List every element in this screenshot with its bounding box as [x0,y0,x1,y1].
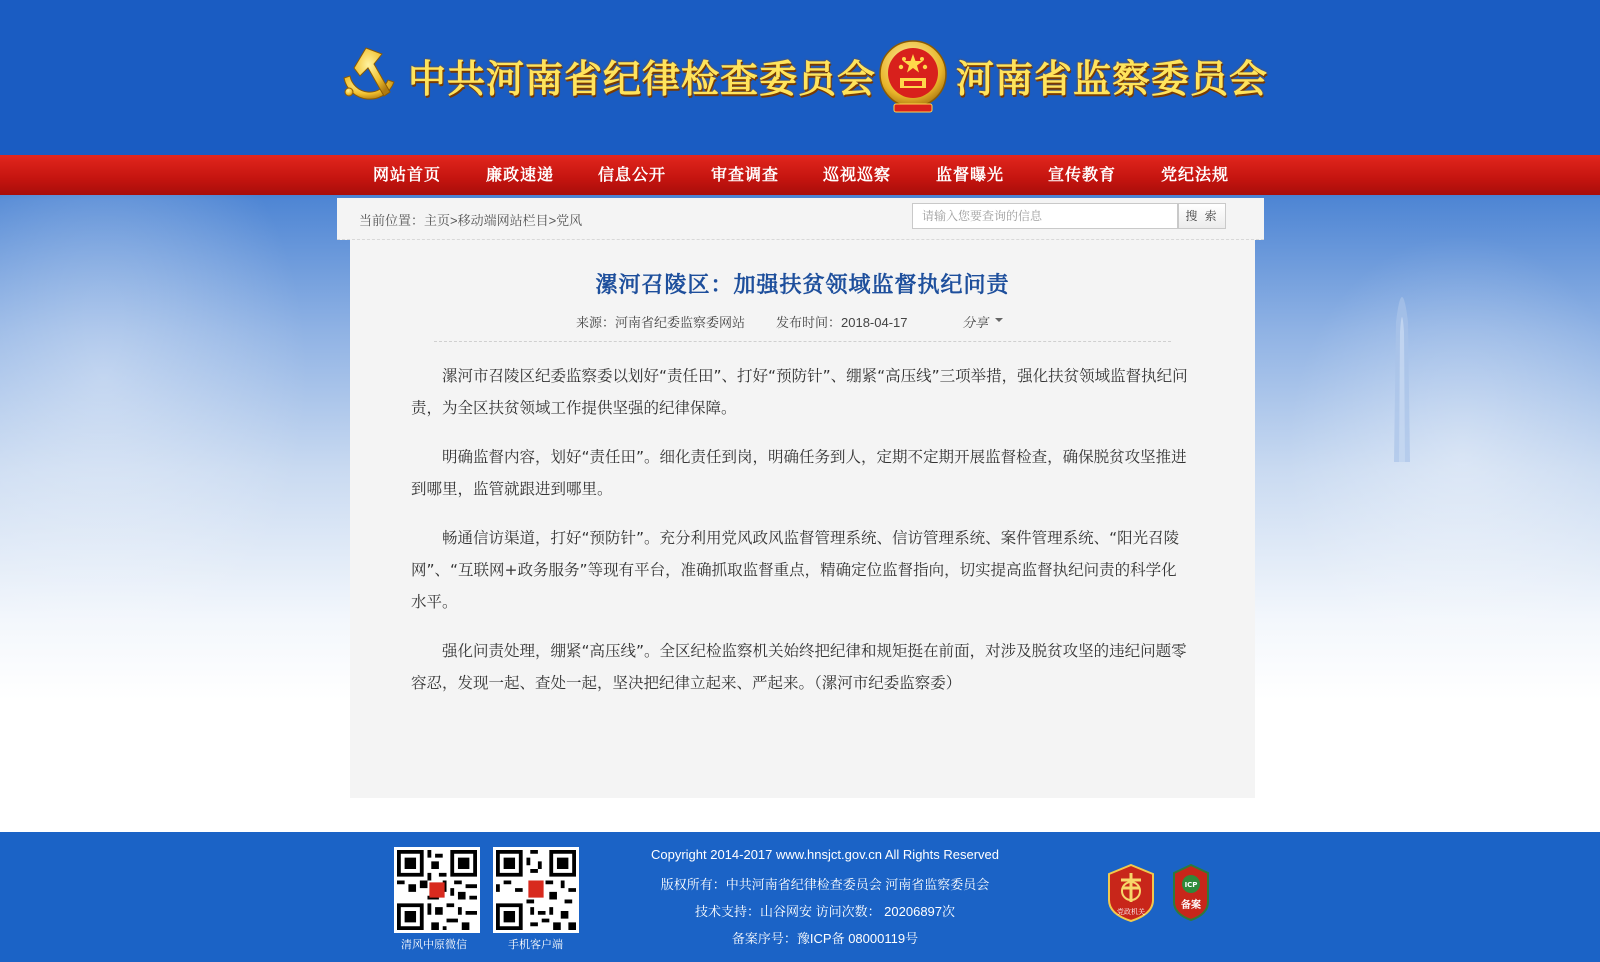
header-title-supervision: 河南省监察委员会 [956,57,1269,101]
article-container [350,240,1255,798]
nav-item-home[interactable]: 网站首页 [373,165,442,184]
article-date: 发布时间：2018-04-17 [776,315,908,330]
main-nav [0,155,1600,195]
icp-filing-badge-icon[interactable] [1172,864,1210,922]
meta-divider [434,341,1171,342]
qr-code-app [493,847,579,933]
breadcrumb: 当前位置：主页>移动端网站栏目>党风 [359,213,583,228]
article-paragraph: 强化问责处理，绷紧“高压线”。全区纪检监察机关始终把纪律和规矩挺在前面，对涉及脱贫攻坚的违纪问题零容忍，发现一起、查处一起，坚决把纪律立起来、严起来。（漯河市纪委监察委） [411,642,1187,692]
gov-agency-badge-icon[interactable] [1107,864,1155,922]
nav-item-education[interactable]: 宣传教育 [1048,165,1117,184]
article-paragraph: 漯河市召陵区纪委监察委以划好“责任田”、打好“预防针”、绷紧“高压线”三项举措，强化扶贫领域监督执纪问责，为全区扶贫领域工作提供坚强的纪律保障。 [411,367,1188,417]
nav-item-exposure[interactable]: 监督曝光 [936,165,1005,184]
nav-item-news[interactable]: 廉政速递 [486,165,555,184]
badge-icp-text: 备案 [1181,900,1201,911]
qr-label-wechat: 清风中原微信 [401,939,467,951]
site-footer [0,832,1600,962]
nav-item-regulations[interactable]: 党纪法规 [1161,165,1230,184]
search-button[interactable]: 搜 索 [1178,203,1226,229]
footer-tech-support: 技术支持：山谷网安 访问次数： 20206897次 [694,904,956,919]
nav-item-inspection[interactable]: 巡视巡察 [823,165,892,184]
footer-owner: 版权所有：中共河南省纪律检查委员会 河南省监察委员会 [660,877,990,892]
badge-gov-text: 党政机关 [1117,908,1145,916]
article-title: 漯河召陵区：加强扶贫领域监督执纪问责 [595,273,1010,298]
footer-copyright: Copyright 2014-2017 www.hnsjct.gov.cn All Rights Reserved [650,847,1000,862]
nav-item-disclosure[interactable]: 信息公开 [598,165,667,184]
qr-label-app: 手机客户端 [508,939,563,951]
article-paragraph: 畅通信访渠道，打好“预防针”。充分利用党风政风监督管理系统、信访管理系统、案件管理系统、“阳光召陵网”、“互联网+政务服务”等现有平台，准确抓取监督重点，精确定位监督指向，切实提高监督执纪问责的科学化水平。 [411,529,1180,611]
party-emblem-icon [336,40,404,108]
article-source: 来源：河南省纪委监察委网站 [576,315,746,330]
qr-code-icon [496,850,576,930]
national-emblem-icon [876,38,950,116]
breadcrumb-bar [337,198,1264,240]
nav-item-investigation[interactable]: 审查调查 [711,165,780,184]
background-city-left [0,195,345,715]
article-paragraph: 明确监督内容，划好“责任田”。细化责任到岗，明确任务到人，定期不定期开展监督检查，确保脱贫攻坚推进到哪里，监管就跟进到哪里。 [411,448,1187,498]
header-title-cpc: 中共河南省纪律检查委员会 [408,57,877,101]
search-input[interactable] [912,203,1178,229]
chevron-down-icon[interactable] [995,318,1003,322]
site-header [0,0,1600,155]
article-body [411,360,1191,716]
share-button[interactable]: 分享 [962,315,989,330]
qr-code-wechat [394,847,480,933]
qr-code-icon [397,850,477,930]
background-tower-illustration [1372,262,1432,462]
badge-icp-top-text: ICP [1184,881,1198,889]
footer-icp: 备案序号：豫ICP备 08000119号 [731,931,919,946]
